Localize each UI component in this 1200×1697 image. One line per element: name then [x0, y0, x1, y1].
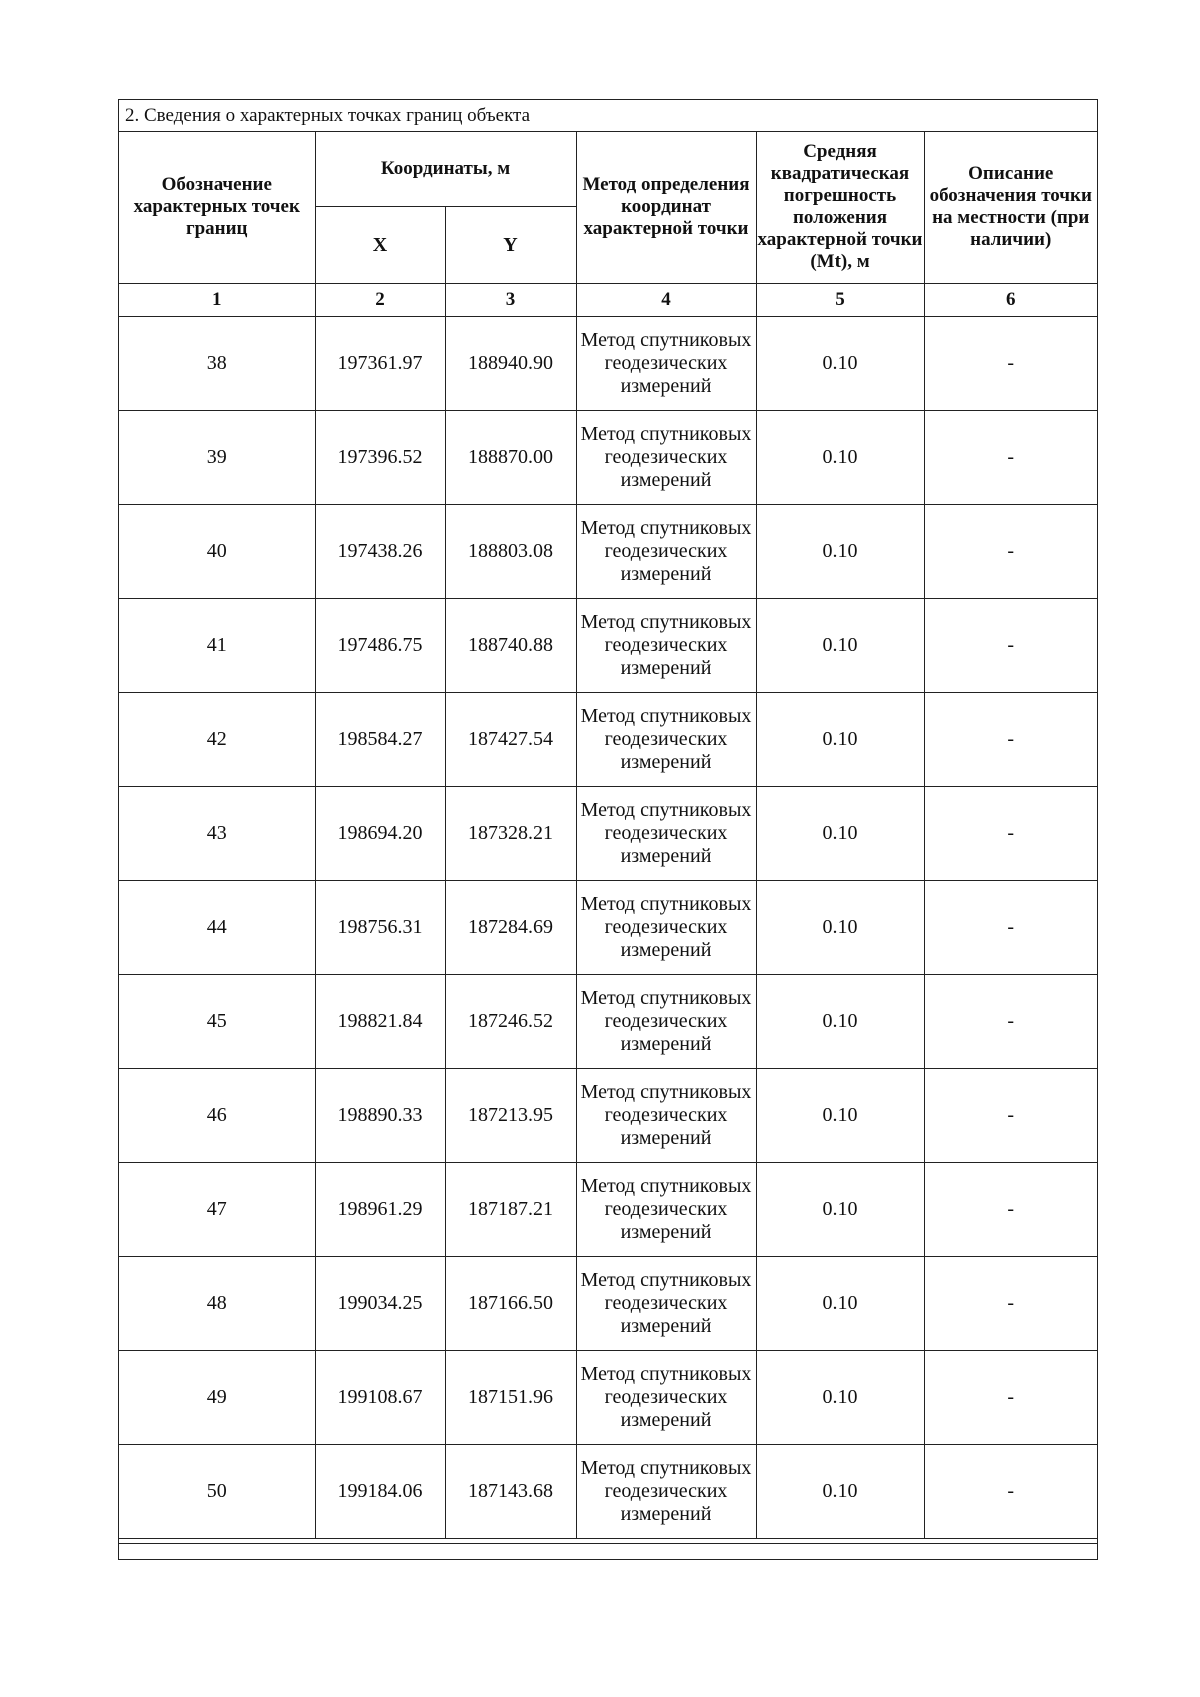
mean-square-error-cell: 0.10: [756, 410, 924, 504]
table-row: [119, 786, 1097, 880]
column-number: 3: [445, 283, 576, 316]
header-description: Описание обозначения точки на местности (при наличии): [924, 132, 1097, 283]
mean-square-error-cell: 0.10: [756, 880, 924, 974]
description-cell: -: [924, 1444, 1097, 1538]
x-coordinate-cell: 198694.20: [315, 786, 445, 880]
y-coordinate-cell: 187246.52: [445, 974, 576, 1068]
mean-square-error-cell: 0.10: [756, 1444, 924, 1538]
description-cell: -: [924, 504, 1097, 598]
column-number: 1: [119, 283, 315, 316]
x-coordinate-cell: 199184.06: [315, 1444, 445, 1538]
mean-square-error-cell: 0.10: [756, 1256, 924, 1350]
description-cell: -: [924, 410, 1097, 504]
table-row: [119, 1350, 1097, 1444]
y-coordinate-cell: 188870.00: [445, 410, 576, 504]
table-row: [119, 880, 1097, 974]
table-footer-strip: [119, 1543, 1097, 1560]
y-coordinate-cell: 187151.96: [445, 1350, 576, 1444]
y-coordinate-cell: 188803.08: [445, 504, 576, 598]
table-row: [119, 1444, 1097, 1538]
section-title: 2. Сведения о характерных точках границ объекта: [119, 100, 1097, 132]
y-coordinate-cell: 188740.88: [445, 598, 576, 692]
method-cell: Метод спутниковых геодезических измерений: [576, 786, 756, 880]
header-x: X: [315, 206, 445, 283]
method-cell: Метод спутниковых геодезических измерений: [576, 410, 756, 504]
point-number-cell: 50: [119, 1444, 315, 1538]
method-cell: Метод спутниковых геодезических измерений: [576, 692, 756, 786]
x-coordinate-cell: 199108.67: [315, 1350, 445, 1444]
table-row: [119, 316, 1097, 410]
point-number-cell: 40: [119, 504, 315, 598]
point-number-cell: 44: [119, 880, 315, 974]
boundary-points-sheet: [118, 99, 1098, 1560]
method-cell: Метод спутниковых геодезических измерений: [576, 1256, 756, 1350]
method-cell: Метод спутниковых геодезических измерений: [576, 880, 756, 974]
table-row: [119, 504, 1097, 598]
mean-square-error-cell: 0.10: [756, 1068, 924, 1162]
mean-square-error-cell: 0.10: [756, 504, 924, 598]
column-number: 4: [576, 283, 756, 316]
method-cell: Метод спутниковых геодезических измерений: [576, 1162, 756, 1256]
mean-square-error-cell: 0.10: [756, 598, 924, 692]
table-row: [119, 692, 1097, 786]
method-cell: Метод спутниковых геодезических измерений: [576, 1068, 756, 1162]
point-number-cell: 38: [119, 316, 315, 410]
point-number-cell: 47: [119, 1162, 315, 1256]
mean-square-error-cell: 0.10: [756, 974, 924, 1068]
header-method: Метод определения координат характерной точки: [576, 132, 756, 283]
column-number: 6: [924, 283, 1097, 316]
table-row: [119, 1256, 1097, 1350]
mean-square-error-cell: 0.10: [756, 786, 924, 880]
x-coordinate-cell: 197361.97: [315, 316, 445, 410]
description-cell: -: [924, 1162, 1097, 1256]
mean-square-error-cell: 0.10: [756, 1350, 924, 1444]
mean-square-error-cell: 0.10: [756, 316, 924, 410]
method-cell: Метод спутниковых геодезических измерений: [576, 1350, 756, 1444]
point-number-cell: 48: [119, 1256, 315, 1350]
boundary-points-table: [119, 132, 1097, 1539]
description-cell: -: [924, 598, 1097, 692]
x-coordinate-cell: 198821.84: [315, 974, 445, 1068]
method-cell: Метод спутниковых геодезических измерений: [576, 1444, 756, 1538]
point-number-cell: 41: [119, 598, 315, 692]
x-coordinate-cell: 198584.27: [315, 692, 445, 786]
description-cell: -: [924, 974, 1097, 1068]
x-coordinate-cell: 199034.25: [315, 1256, 445, 1350]
header-error: Средняя квадратическая погрешность положения характерной точки (Mt), м: [756, 132, 924, 283]
point-number-cell: 39: [119, 410, 315, 504]
x-coordinate-cell: 197486.75: [315, 598, 445, 692]
mean-square-error-cell: 0.10: [756, 1162, 924, 1256]
y-coordinate-cell: 187213.95: [445, 1068, 576, 1162]
x-coordinate-cell: 198890.33: [315, 1068, 445, 1162]
y-coordinate-cell: 187143.68: [445, 1444, 576, 1538]
description-cell: -: [924, 1256, 1097, 1350]
y-coordinate-cell: 187187.21: [445, 1162, 576, 1256]
method-cell: Метод спутниковых геодезических измерений: [576, 974, 756, 1068]
x-coordinate-cell: 198756.31: [315, 880, 445, 974]
y-coordinate-cell: 188940.90: [445, 316, 576, 410]
table-body: [119, 316, 1097, 1538]
point-number-cell: 45: [119, 974, 315, 1068]
table-row: [119, 1068, 1097, 1162]
method-cell: Метод спутниковых геодезических измерений: [576, 504, 756, 598]
y-coordinate-cell: 187328.21: [445, 786, 576, 880]
column-number: 5: [756, 283, 924, 316]
method-cell: Метод спутниковых геодезических измерений: [576, 598, 756, 692]
x-coordinate-cell: 197396.52: [315, 410, 445, 504]
point-number-cell: 49: [119, 1350, 315, 1444]
x-coordinate-cell: 197438.26: [315, 504, 445, 598]
description-cell: -: [924, 786, 1097, 880]
point-number-cell: 43: [119, 786, 315, 880]
table-row: [119, 1162, 1097, 1256]
column-number-row: [119, 283, 1097, 316]
method-cell: Метод спутниковых геодезических измерений: [576, 316, 756, 410]
y-coordinate-cell: 187166.50: [445, 1256, 576, 1350]
header-y: Y: [445, 206, 576, 283]
header-coordinates: Координаты, м: [315, 132, 576, 206]
description-cell: -: [924, 692, 1097, 786]
description-cell: -: [924, 1068, 1097, 1162]
description-cell: -: [924, 880, 1097, 974]
y-coordinate-cell: 187284.69: [445, 880, 576, 974]
y-coordinate-cell: 187427.54: [445, 692, 576, 786]
x-coordinate-cell: 198961.29: [315, 1162, 445, 1256]
header-designation: Обозначение характерных точек границ: [119, 132, 315, 283]
mean-square-error-cell: 0.10: [756, 692, 924, 786]
description-cell: -: [924, 316, 1097, 410]
table-row: [119, 974, 1097, 1068]
table-row: [119, 598, 1097, 692]
point-number-cell: 46: [119, 1068, 315, 1162]
description-cell: -: [924, 1350, 1097, 1444]
point-number-cell: 42: [119, 692, 315, 786]
column-number: 2: [315, 283, 445, 316]
table-row: [119, 410, 1097, 504]
